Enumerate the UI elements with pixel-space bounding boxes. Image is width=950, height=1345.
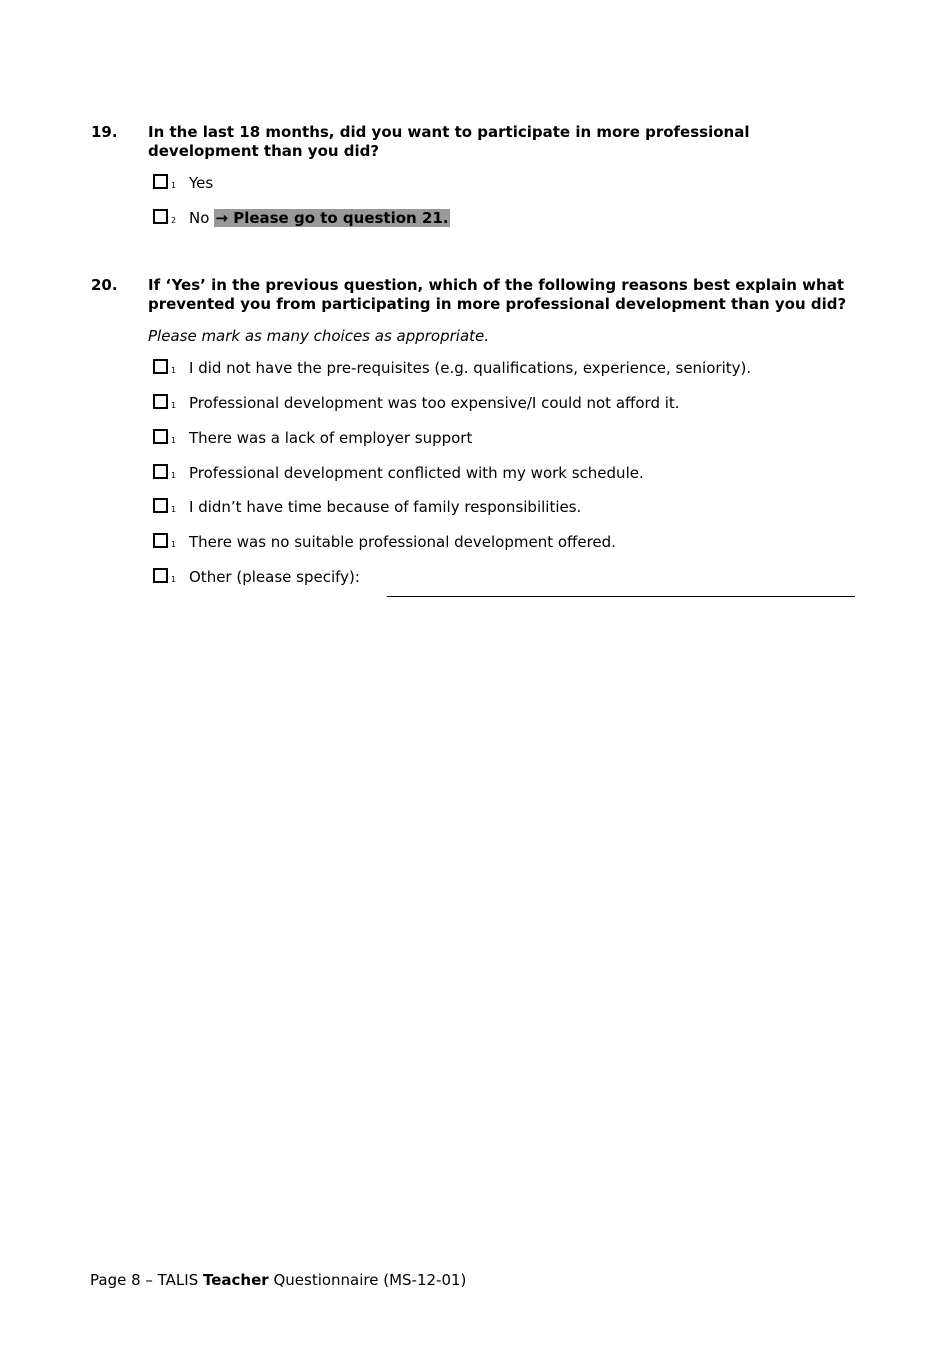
question-number: 19. (91, 123, 118, 141)
option[interactable]: 1 I did not have the pre-requisites (e.g. qualifications, experience, seniority). (153, 355, 751, 377)
checkbox[interactable] (153, 498, 168, 513)
option[interactable]: 1 Professional development was too expensive/I could not afford it. (153, 390, 680, 412)
question-text: In the last 18 months, did you want to participate in more professional development than you did? (148, 123, 750, 160)
page-footer: Page 8 – TALIS Teacher Questionnaire (MS-12-01) (90, 1271, 467, 1289)
checkbox[interactable] (153, 174, 168, 189)
checkbox[interactable] (153, 533, 168, 548)
option-yes[interactable]: 1 Yes (153, 170, 213, 192)
checkbox[interactable] (153, 429, 168, 444)
checkbox[interactable] (153, 464, 168, 479)
option-other[interactable]: 1 Other (please specify): (153, 564, 360, 586)
checkbox[interactable] (153, 209, 168, 224)
checkbox[interactable] (153, 359, 168, 374)
option-no[interactable]: 2 No → Please go to question 21. (153, 205, 450, 227)
checkbox[interactable] (153, 394, 168, 409)
option[interactable]: 1 I didn’t have time because of family responsibilities. (153, 494, 581, 516)
option[interactable]: 1 Professional development conflicted with my work schedule. (153, 460, 644, 482)
question-number: 20. (91, 276, 118, 294)
question-text: If ‘Yes’ in the previous question, which of the following reasons best explain what prevented you from participating in more professional development than you did? (148, 276, 847, 313)
instruction: Please mark as many choices as appropriate. (148, 327, 490, 345)
question-20 (91, 276, 851, 314)
question-19 (91, 123, 851, 161)
skip-instruction: → Please go to question 21. (215, 209, 449, 227)
option[interactable]: 1 There was a lack of employer support (153, 425, 472, 447)
other-specify-field[interactable] (387, 596, 855, 597)
checkbox[interactable] (153, 568, 168, 583)
option[interactable]: 1 There was no suitable professional development offered. (153, 529, 616, 551)
